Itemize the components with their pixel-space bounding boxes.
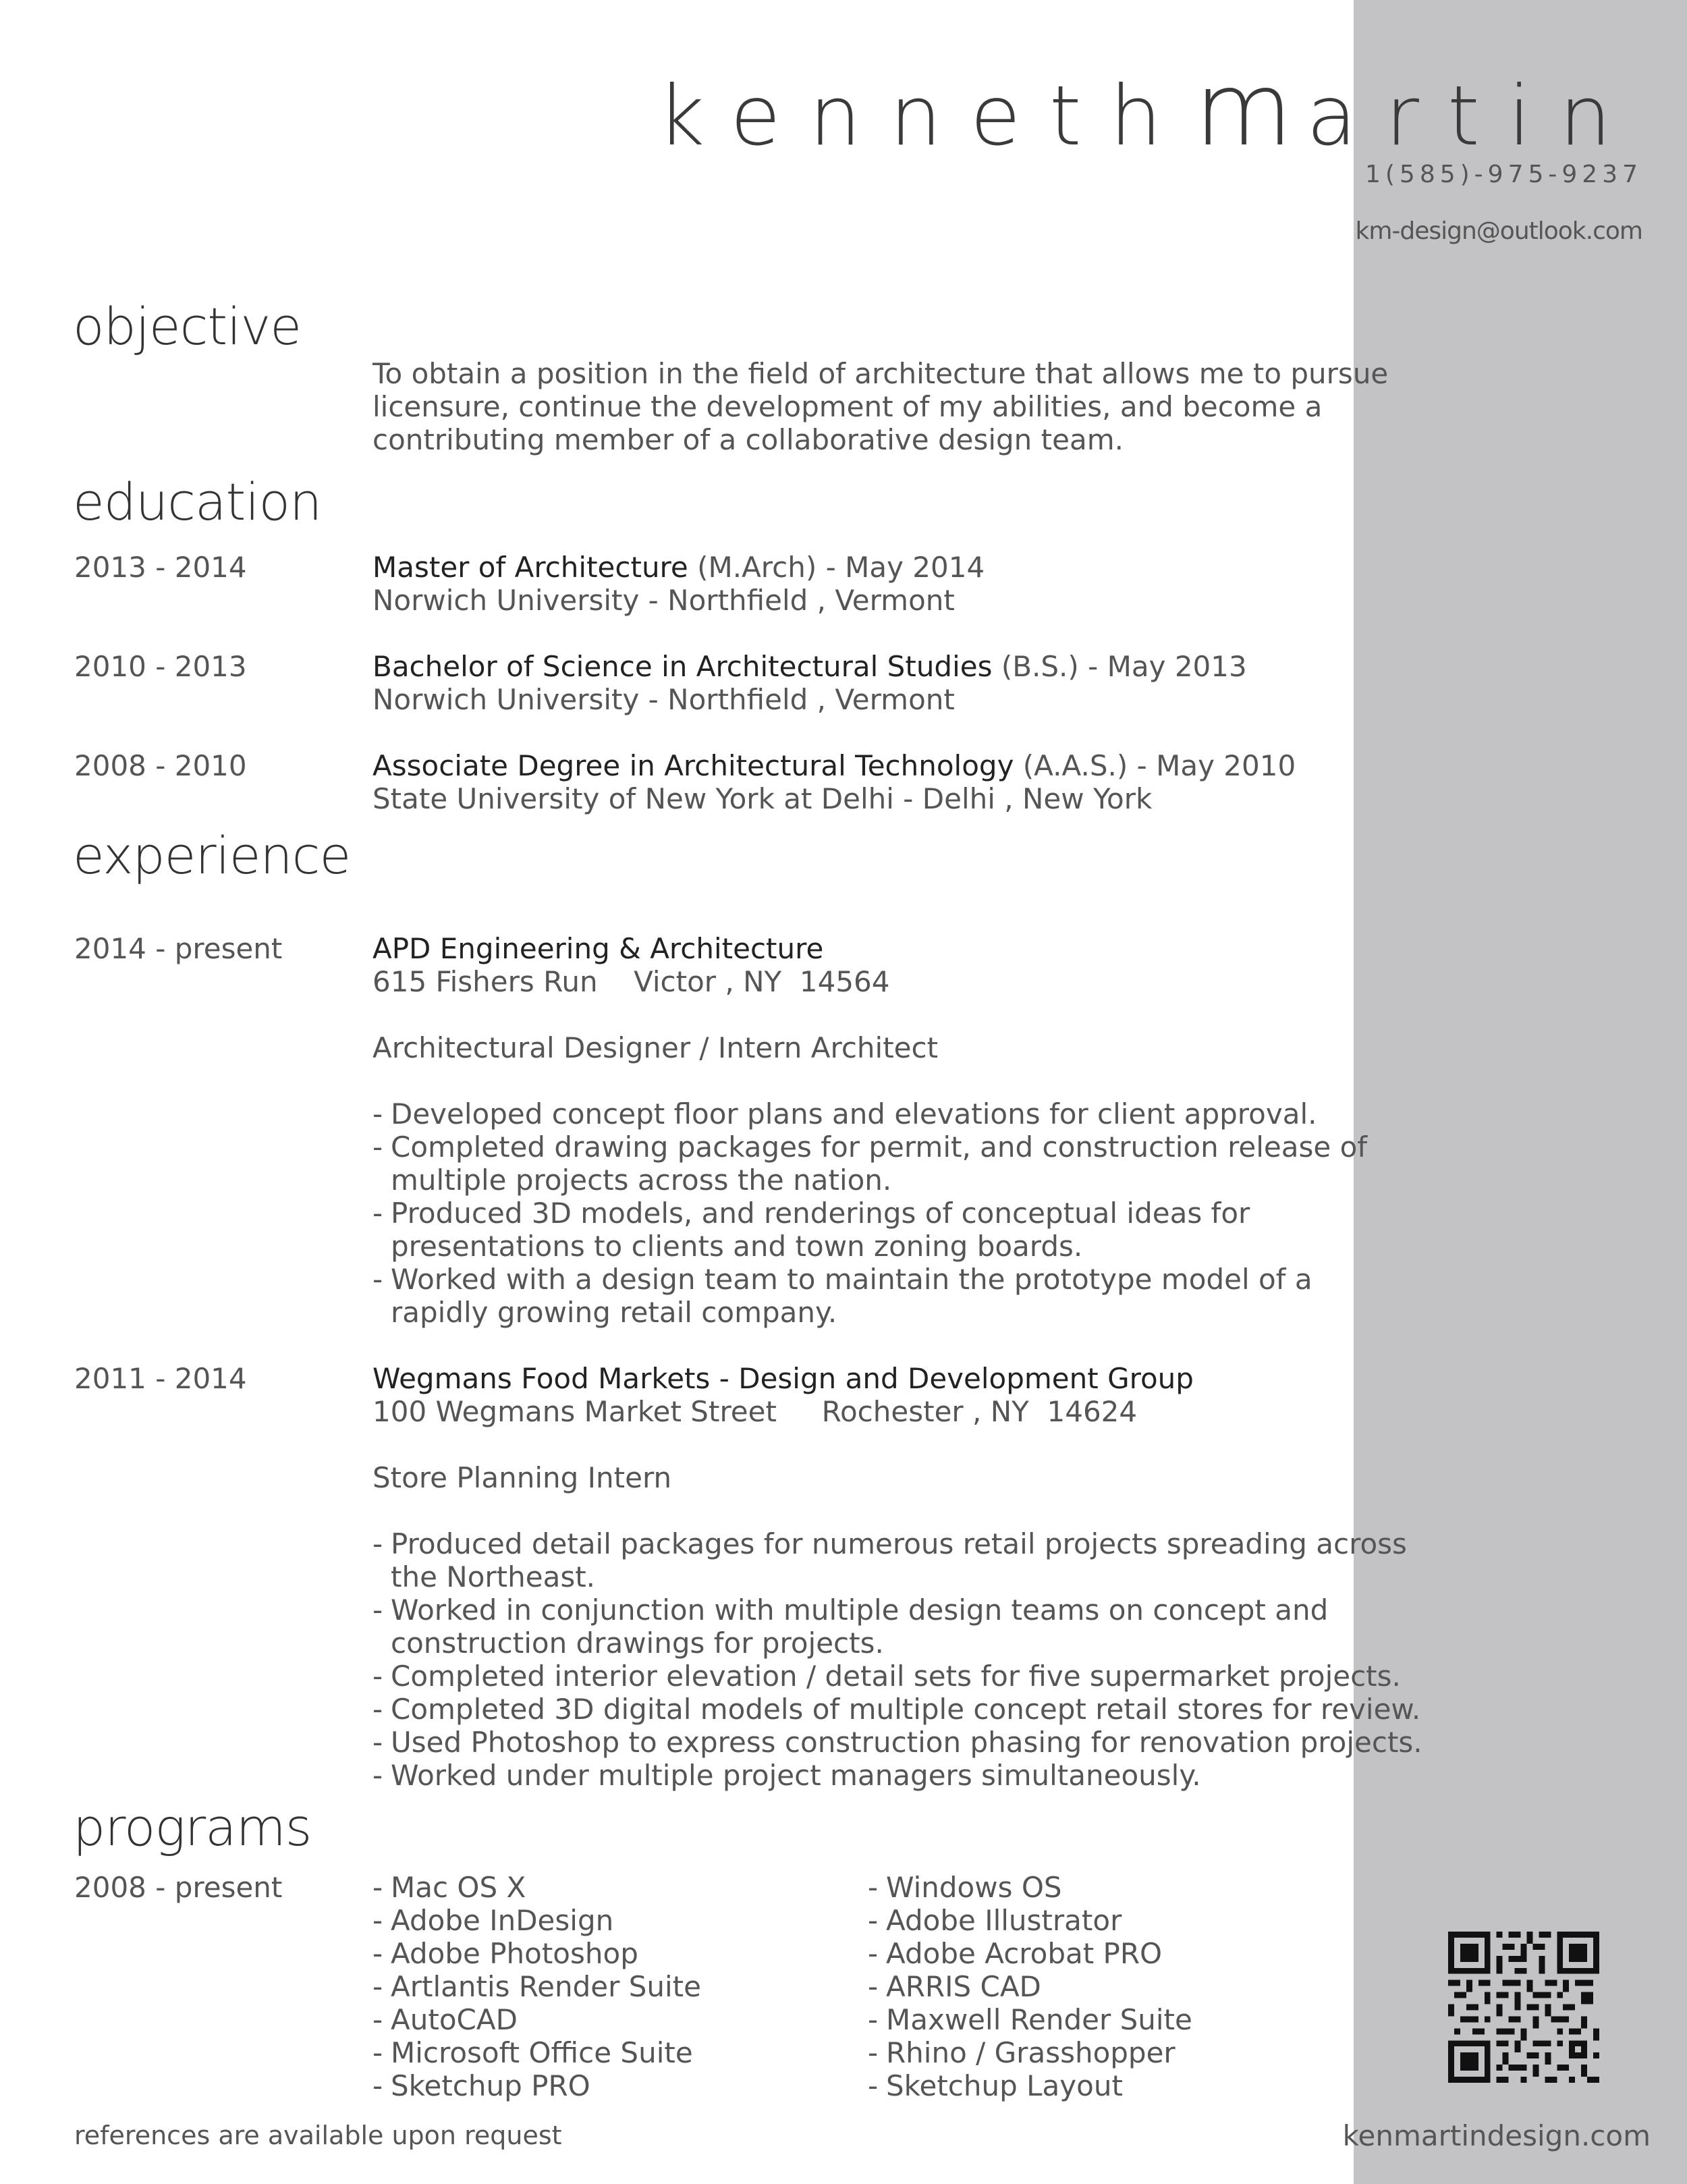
email-address[interactable]: km-design@outlook.com — [1355, 217, 1642, 245]
job-entry — [372, 932, 1367, 1329]
duty-item-continued: rapidly growing retail company. — [391, 1296, 837, 1329]
job-entry — [372, 1362, 1422, 1792]
education-dates: 2010 - 2013 — [74, 650, 247, 683]
program-item: - Rhino / Grasshopper — [868, 2036, 1192, 2069]
school-name: Norwich University - Northfield , Vermont — [372, 584, 955, 617]
degree-name: Associate Degree in Architectural Technology — [372, 749, 1014, 782]
program-item: - Mac OS X — [372, 1871, 701, 1904]
programs-list-right — [868, 1871, 1192, 2102]
duty-item: - Used Photoshop to express construction phasing for renovation projects. — [372, 1726, 1422, 1759]
job-title: Architectural Designer / Intern Architect — [372, 1031, 939, 1064]
job-dates: 2014 - present — [74, 932, 283, 965]
duty-item: - Completed drawing packages for permit, and construction release of — [372, 1130, 1367, 1164]
program-item: - Sketchup PRO — [372, 2069, 701, 2102]
objective-line: licensure, continue the development of my abilities, and become a — [372, 390, 1323, 423]
company-address: 615 Fishers Run Victor , NY 14564 — [372, 965, 890, 998]
program-item: - Adobe Acrobat PRO — [868, 1937, 1192, 1970]
education-dates: 2013 - 2014 — [74, 551, 247, 584]
duty-item-continued: the Northeast. — [391, 1560, 596, 1593]
experience-heading: experience — [73, 825, 351, 885]
program-item: - Windows OS — [868, 1871, 1192, 1904]
objective-line: contributing member of a collaborative design team. — [372, 423, 1124, 456]
applicant-name — [657, 51, 1640, 169]
duty-item: - Completed interior elevation / detail sets for five supermarket projects. — [372, 1660, 1422, 1693]
program-item: - Artlantis Render Suite — [372, 1970, 701, 2003]
education-entry — [372, 749, 1296, 815]
program-item: - AutoCAD — [372, 2003, 701, 2036]
qr-code-icon[interactable] — [1448, 1932, 1599, 2083]
duty-item-continued: presentations to clients and town zoning boards. — [391, 1230, 1083, 1263]
programs-heading: programs — [73, 1797, 312, 1857]
company-name: Wegmans Food Markets - Design and Development Group — [372, 1362, 1194, 1395]
education-heading: education — [73, 472, 322, 532]
school-name: State University of New York at Delhi - Delhi , New York — [372, 782, 1153, 815]
duty-item: - Produced detail packages for numerous retail projects spreading across — [372, 1527, 1422, 1560]
program-item: - Adobe Photoshop — [372, 1937, 701, 1970]
program-item: - Sketchup Layout — [868, 2069, 1192, 2102]
website-link[interactable]: kenmartindesign.com — [1342, 2119, 1651, 2152]
duty-item: - Developed concept floor plans and elevations for client approval. — [372, 1097, 1367, 1130]
job-title: Store Planning Intern — [372, 1461, 672, 1494]
first-name: kenneth — [657, 68, 1190, 164]
program-item: - Microsoft Office Suite — [372, 2036, 701, 2069]
duty-item: - Completed 3D digital models of multiple concept retail stores for review. — [372, 1693, 1422, 1726]
last-name-initial: m — [1194, 51, 1307, 169]
objective-text — [372, 357, 1388, 456]
duty-item-continued: multiple projects across the nation. — [391, 1164, 892, 1197]
programs-list-left — [372, 1871, 701, 2102]
education-entry — [372, 551, 985, 617]
job-duties — [372, 1097, 1367, 1329]
school-name: Norwich University - Northfield , Vermont — [372, 683, 955, 716]
job-dates: 2011 - 2014 — [74, 1362, 247, 1395]
education-entry — [372, 650, 1247, 716]
degree-name: Bachelor of Science in Architectural Studies — [372, 650, 993, 683]
degree-details: (M.Arch) - May 2014 — [688, 551, 985, 584]
last-name-rest: artin — [1306, 68, 1640, 164]
education-dates: 2008 - 2010 — [74, 749, 247, 782]
objective-line: To obtain a position in the field of architecture that allows me to pursue — [372, 357, 1389, 390]
degree-name: Master of Architecture — [372, 551, 688, 584]
duty-item: - Worked in conjunction with multiple design teams on concept and — [372, 1593, 1422, 1627]
program-item: - Maxwell Render Suite — [868, 2003, 1192, 2036]
company-address: 100 Wegmans Market Street Rochester , NY 14624 — [372, 1395, 1138, 1428]
program-item: - Adobe Illustrator — [868, 1904, 1192, 1937]
degree-details: (A.A.S.) - May 2010 — [1014, 749, 1296, 782]
degree-details: (B.S.) - May 2013 — [992, 650, 1247, 683]
phone-number: 1(585)-975-9237 — [1364, 161, 1642, 188]
contact-sidebar — [1354, 0, 1687, 2184]
references-note: references are available upon request — [74, 2121, 562, 2150]
duty-item-continued: construction drawings for projects. — [391, 1627, 884, 1660]
job-duties — [372, 1527, 1422, 1792]
duty-item: - Worked under multiple project managers simultaneously. — [372, 1759, 1422, 1792]
duty-item: - Produced 3D models, and renderings of conceptual ideas for — [372, 1197, 1367, 1230]
duty-item: - Worked with a design team to maintain the prototype model of a — [372, 1263, 1367, 1296]
objective-heading: objective — [73, 296, 302, 356]
programs-dates: 2008 - present — [74, 1871, 283, 1904]
program-item: - Adobe InDesign — [372, 1904, 701, 1937]
program-item: - ARRIS CAD — [868, 1970, 1192, 2003]
company-name: APD Engineering & Architecture — [372, 932, 824, 965]
